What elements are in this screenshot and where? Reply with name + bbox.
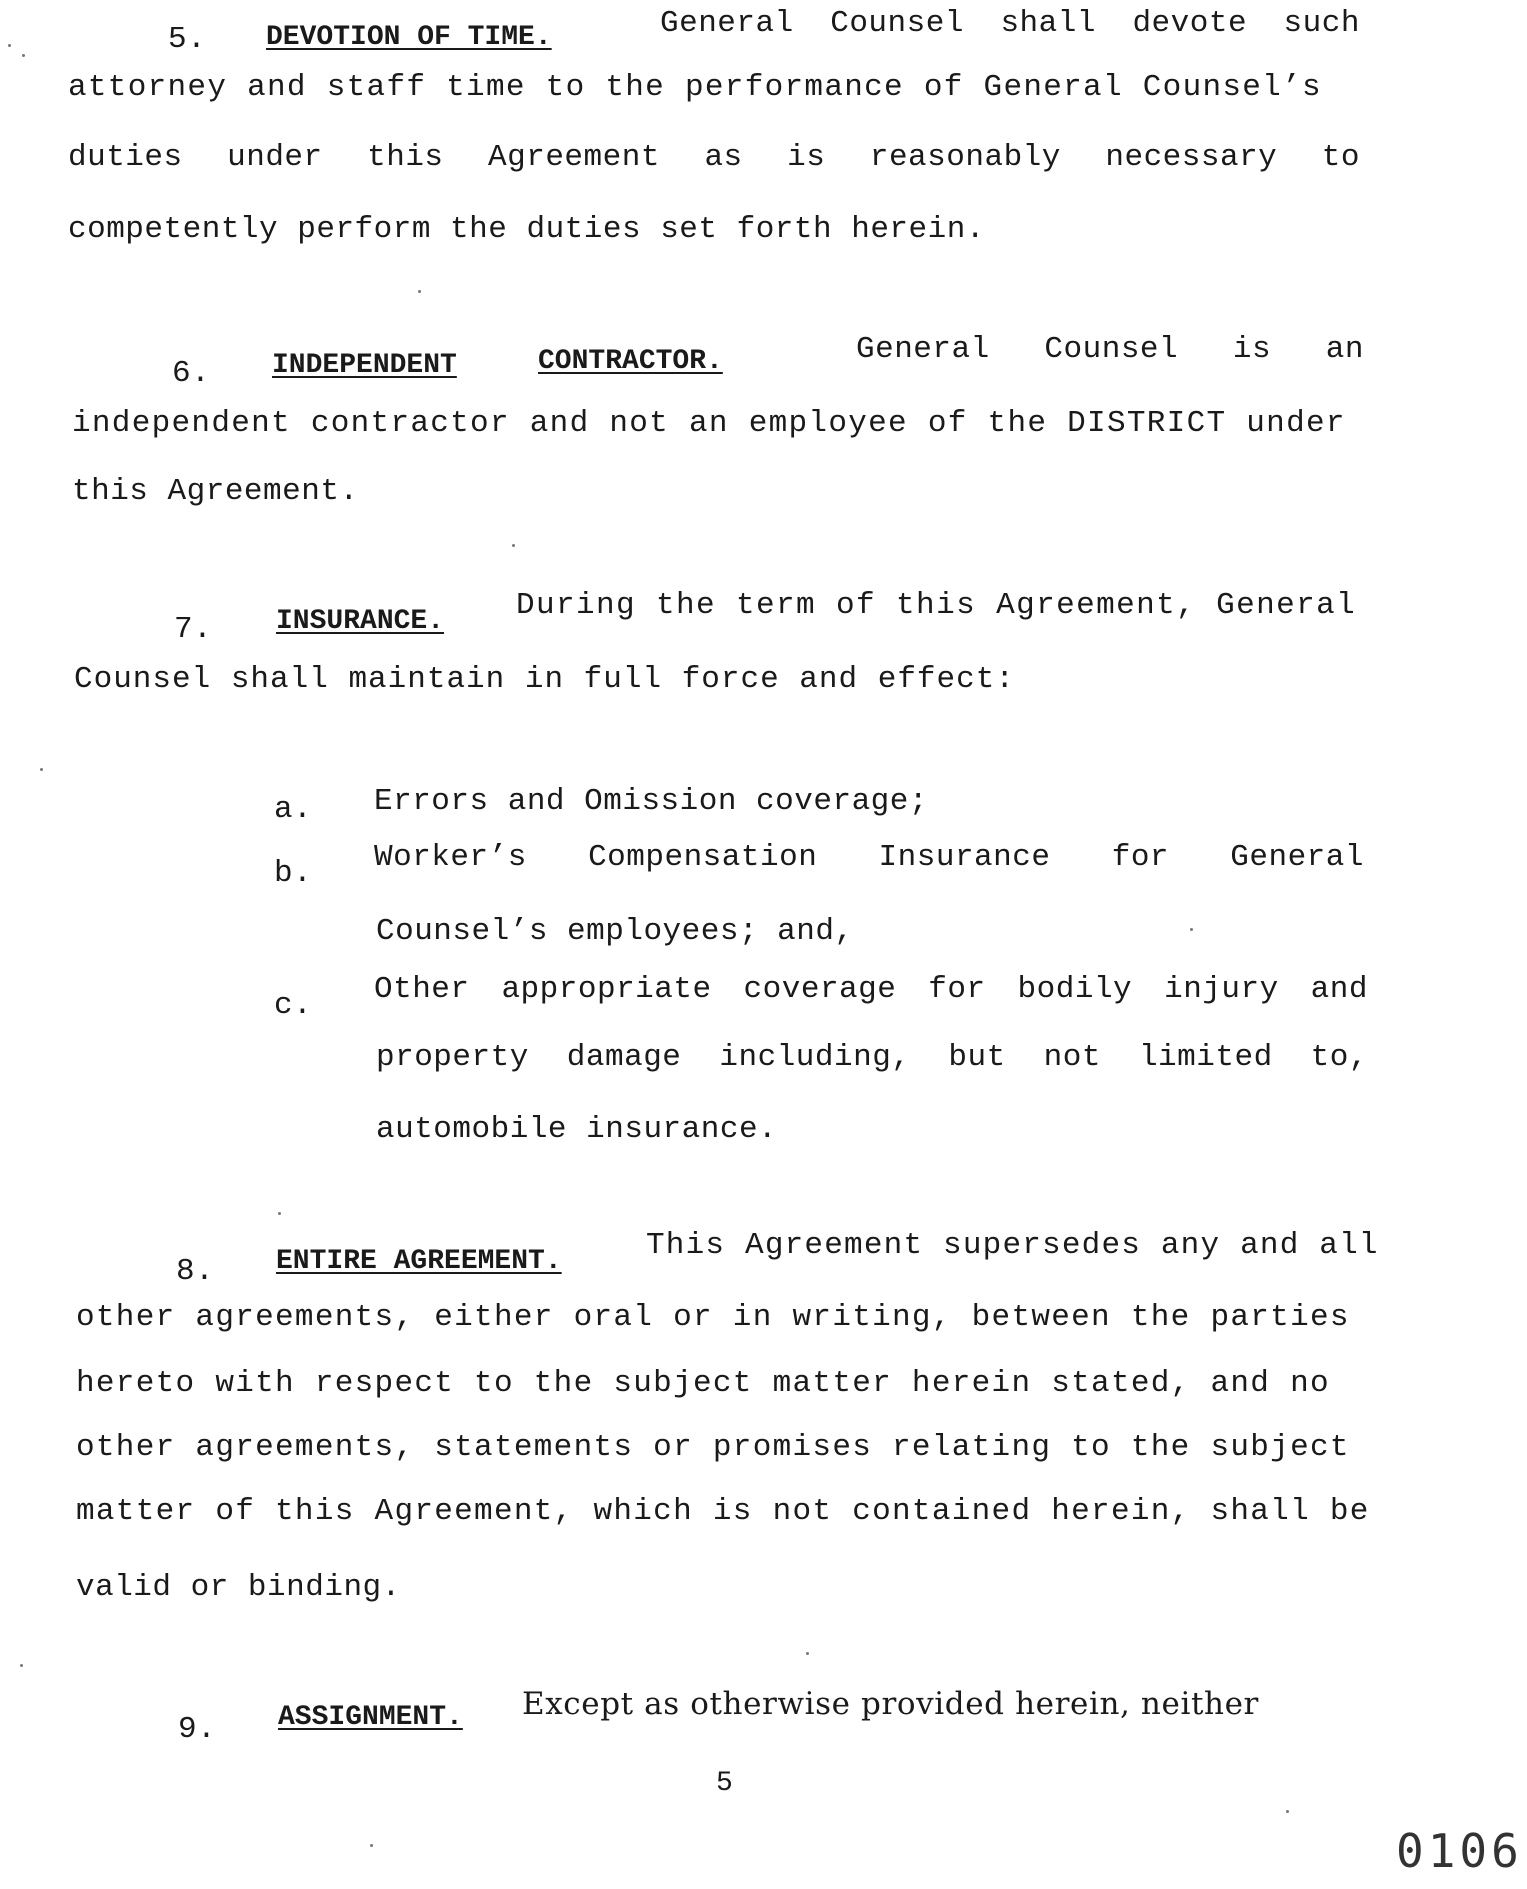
section-5-line-4: competently perform the duties set forth herein.	[68, 212, 985, 247]
item-b-line-2: Counsel’s employees; and,	[376, 914, 854, 949]
scan-speck	[20, 1664, 23, 1667]
section-5-line-2: attorney and staff time to the performance of General Counsel’s	[68, 70, 1322, 105]
item-c-line-3: automobile insurance.	[376, 1112, 778, 1147]
word: Worker’s	[374, 840, 527, 875]
word: limited	[1138, 1040, 1273, 1075]
word: General	[660, 6, 794, 41]
item-b-letter: b.	[274, 856, 313, 891]
word: damage	[566, 1040, 682, 1075]
scan-speck	[22, 54, 25, 57]
word: Insurance	[878, 840, 1051, 875]
item-c-line-2	[376, 1040, 1368, 1075]
word: General	[856, 332, 990, 367]
scan-speck	[418, 290, 421, 293]
section-5-line-3	[68, 140, 1360, 175]
section-6-heading-part-2: CONTRACTOR.	[538, 346, 723, 377]
section-9-number: 9.	[178, 1712, 217, 1747]
item-c-line-1	[374, 972, 1368, 1007]
word: duties	[68, 140, 183, 175]
section-7-number: 7.	[174, 612, 213, 647]
word: including,	[719, 1040, 911, 1075]
section-9-heading: ASSIGNMENT.	[278, 1702, 463, 1733]
word: to	[1321, 140, 1360, 175]
word: under	[227, 140, 323, 175]
word: General	[1230, 840, 1364, 875]
section-8-number: 8.	[176, 1254, 215, 1289]
word: for	[928, 972, 986, 1007]
page-number: 5	[716, 1768, 734, 1799]
word: Other	[374, 972, 470, 1007]
section-8-line-5: matter of this Agreement, which is not contained herein, shall be	[76, 1494, 1370, 1529]
section-6-line-3: this Agreement.	[72, 474, 359, 509]
word: appropriate	[501, 972, 712, 1007]
word: property	[376, 1040, 529, 1075]
word: devote	[1132, 6, 1248, 41]
item-a-text: Errors and Omission coverage;	[374, 784, 928, 819]
scan-speck	[1190, 928, 1193, 931]
scan-speck	[1286, 1810, 1289, 1813]
item-c-letter: c.	[274, 988, 313, 1023]
section-8-line-2: other agreements, either oral or in writing, between the parties	[76, 1300, 1350, 1335]
scan-speck	[278, 1212, 281, 1215]
section-5-number: 5.	[168, 22, 207, 57]
word: such	[1283, 6, 1360, 41]
section-9-line-1: Except as otherwise provided herein, neither	[522, 1686, 1259, 1722]
word: this	[367, 140, 444, 175]
word: bodily	[1017, 972, 1133, 1007]
section-8-line-3: hereto with respect to the subject matter herein stated, and no	[76, 1366, 1330, 1401]
section-6-heading-part-1: INDEPENDENT	[272, 350, 457, 381]
section-6-line-1	[856, 332, 1364, 367]
word: and	[1310, 972, 1368, 1007]
word: but	[948, 1040, 1006, 1075]
word: shall	[1000, 6, 1096, 41]
scan-speck	[8, 44, 11, 47]
word: Compensation	[588, 840, 818, 875]
section-8-line-1: This Agreement supersedes any and all	[646, 1228, 1379, 1263]
section-8-heading: ENTIRE AGREEMENT.	[276, 1246, 562, 1277]
word: coverage	[743, 972, 897, 1007]
section-8-line-6: valid or binding.	[76, 1570, 401, 1605]
item-a-letter: a.	[274, 792, 313, 827]
section-7-line-2: Counsel shall maintain in full force and effect:	[74, 662, 1015, 697]
section-5-line-1	[660, 6, 1360, 41]
item-b-line-1	[374, 840, 1364, 875]
section-6-line-2: independent contractor and not an employee of the DISTRICT under	[72, 406, 1346, 441]
section-7-heading: INSURANCE.	[276, 606, 445, 637]
word: is	[1232, 332, 1272, 367]
scan-speck	[512, 544, 515, 547]
scan-speck	[806, 1652, 809, 1655]
scan-speck	[370, 1844, 373, 1847]
word: for	[1111, 840, 1170, 875]
word: an	[1325, 332, 1364, 367]
word: reasonably	[869, 140, 1061, 175]
section-7-line-1: During the term of this Agreement, General	[516, 588, 1357, 623]
word: Agreement	[488, 140, 660, 175]
section-6-number: 6.	[172, 356, 211, 391]
word: Counsel	[830, 6, 964, 41]
word: not	[1043, 1040, 1101, 1075]
word: injury	[1164, 972, 1279, 1007]
word: necessary	[1105, 140, 1278, 175]
word: as	[704, 140, 743, 175]
section-5-heading: DEVOTION OF TIME.	[266, 22, 552, 53]
word: to,	[1310, 1040, 1368, 1075]
section-8-line-4: other agreements, statements or promises relating to the subject	[76, 1430, 1350, 1465]
word: Counsel	[1044, 332, 1179, 367]
bates-number: 0106	[1396, 1824, 1523, 1878]
word: is	[787, 140, 826, 175]
scan-speck	[40, 768, 43, 771]
